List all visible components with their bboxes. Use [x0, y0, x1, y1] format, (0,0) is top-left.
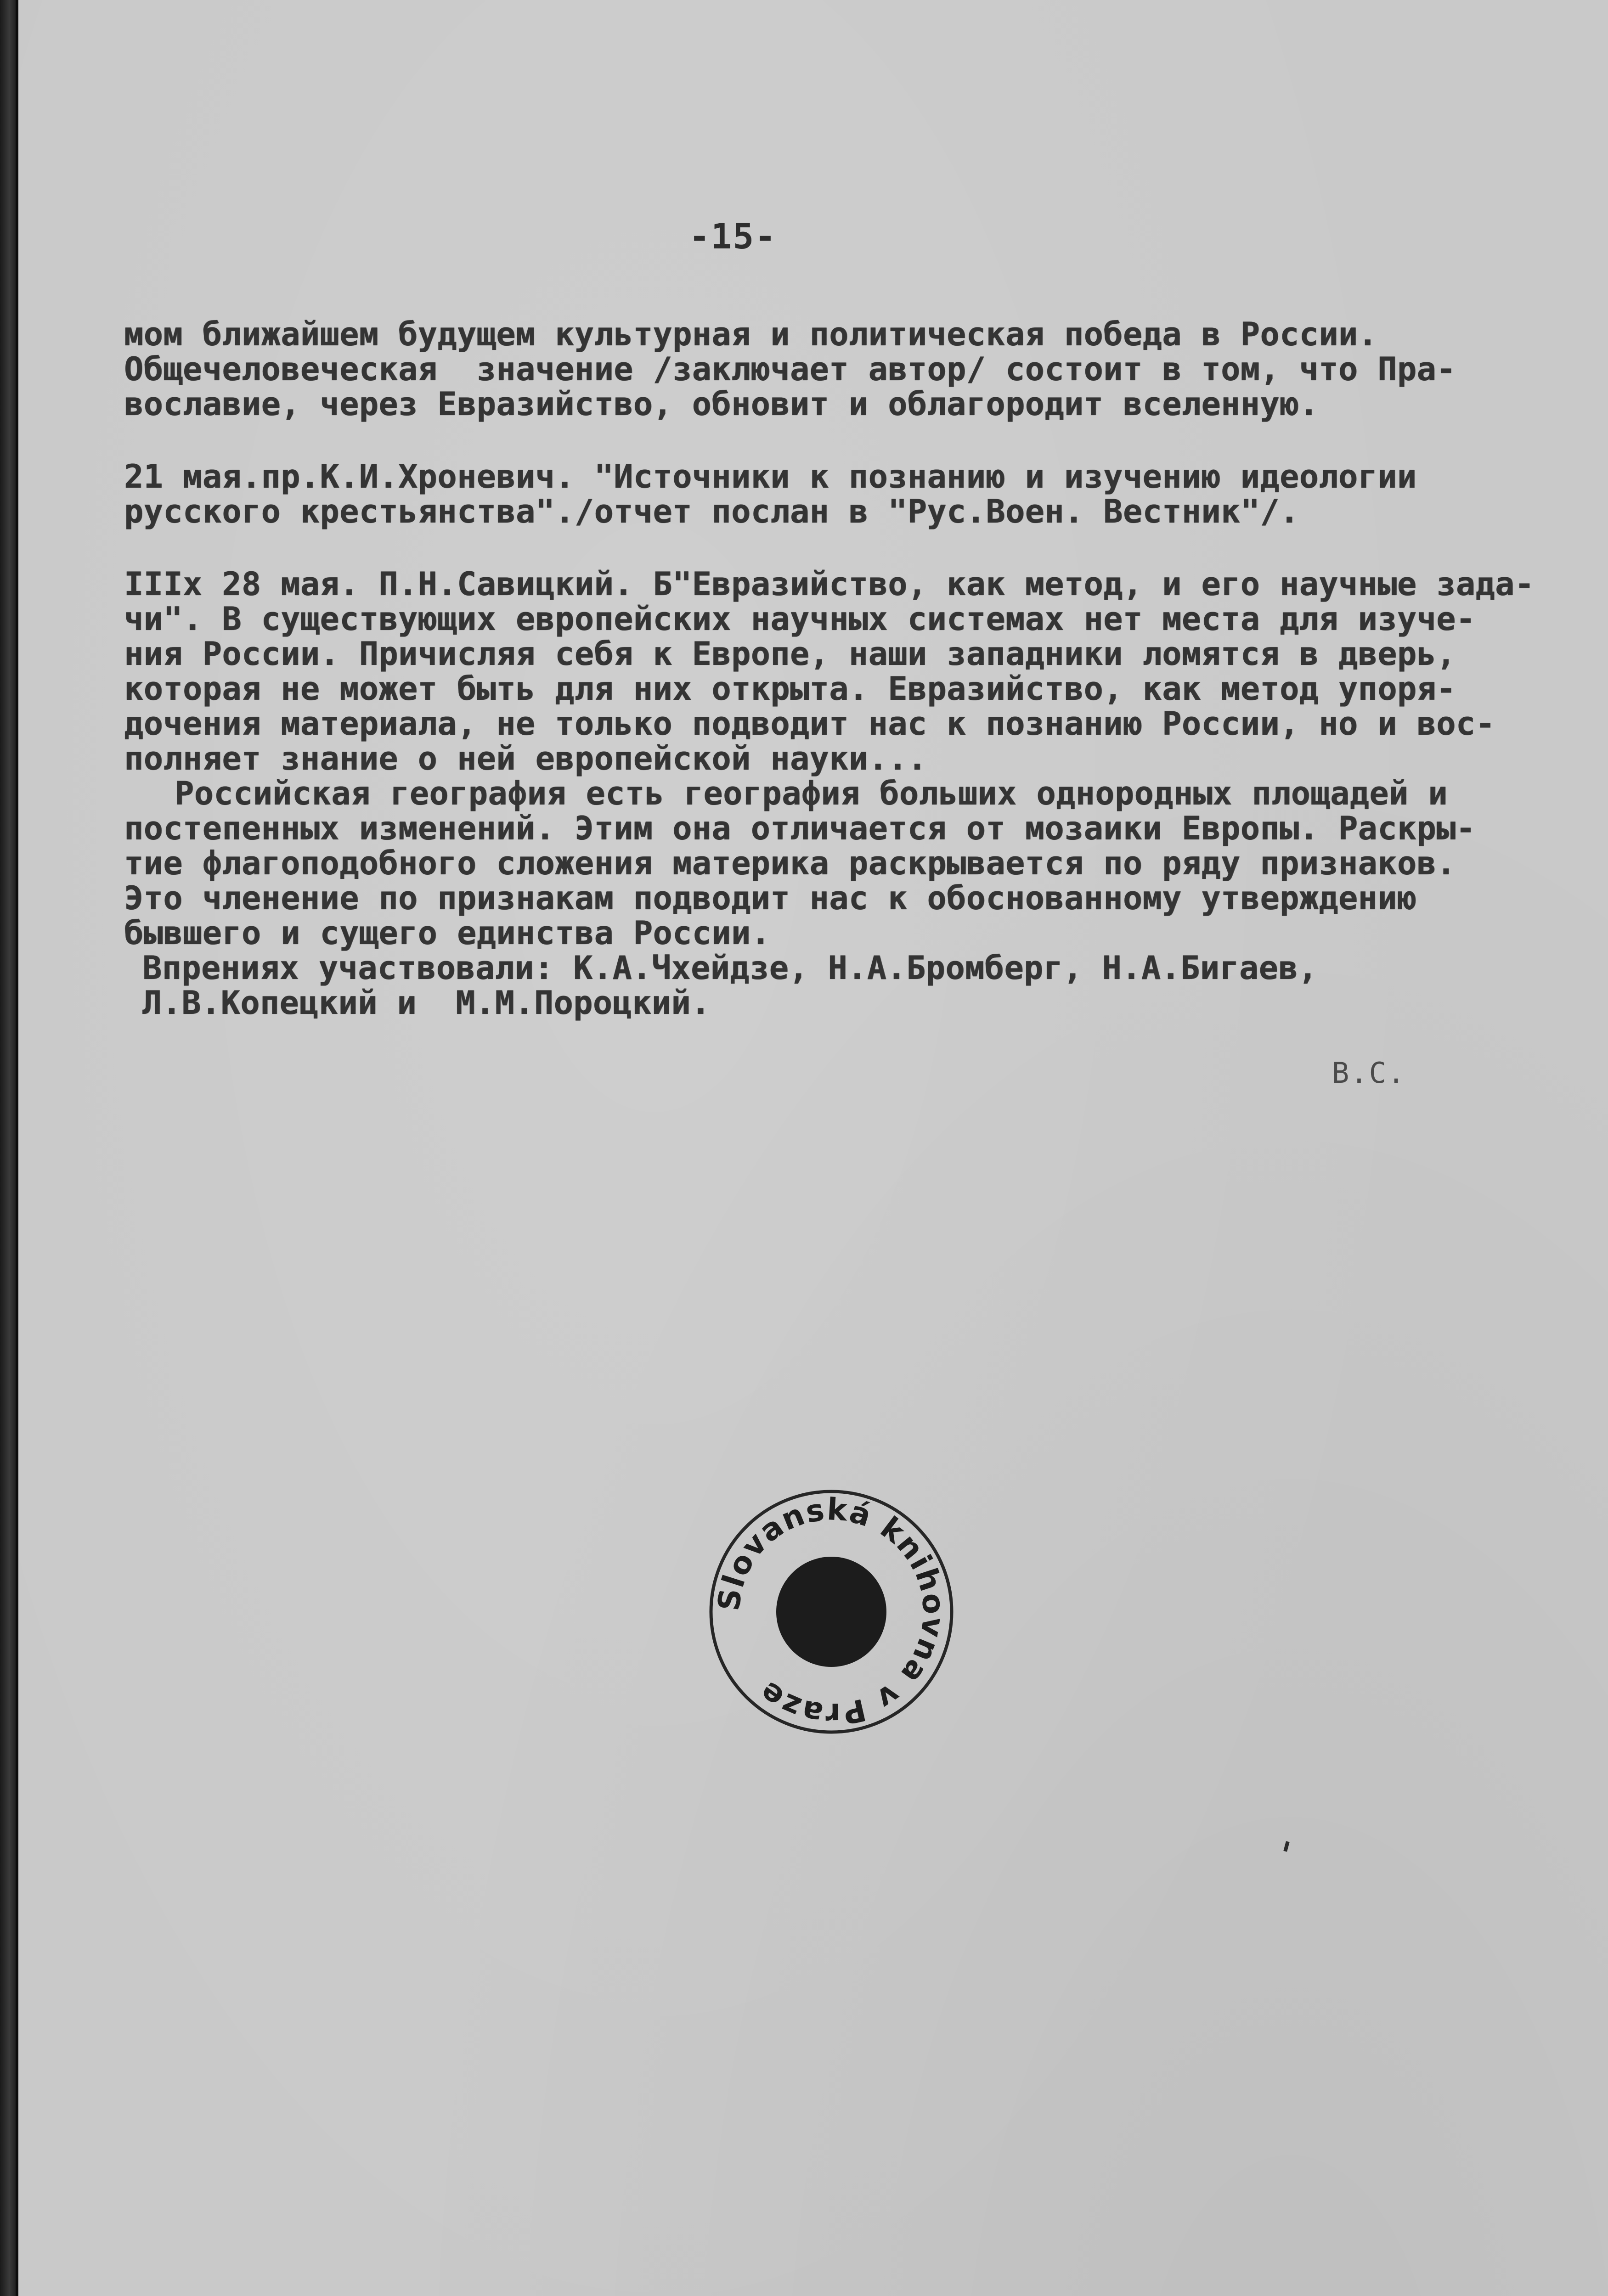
document-page — [18, 0, 1608, 2296]
text-line: ния России. Причисляя себя к Европе, наши западники ломятся в дверь, — [124, 635, 1456, 673]
text-line: IIIх 28 мая. П.Н.Савицкий. Б"Евразийство, как метод, и его научные зада- — [124, 565, 1535, 603]
text-line: Впрениях участвовали: К.А.Чхейдзе, Н.А.Бромберг, Н.А.Бигаев, — [142, 949, 1318, 987]
ink-speck — [1283, 1841, 1289, 1851]
binding-edge — [0, 0, 16, 2296]
text-line: чи". В существующих европейских научных системах нет места для изуче- — [124, 600, 1476, 638]
text-line: Это членение по признакам подводит нас к обоснованному утверждению — [124, 879, 1417, 917]
signature-initials: В.С. — [1332, 1056, 1406, 1090]
text-line: вославие, через Евразийство, обновит и облагородит вселенную. — [124, 385, 1319, 423]
paragraph-gap — [124, 422, 1525, 459]
text-line: тие флагоподобного сложения материка раскрывается по ряду признаков. — [124, 844, 1456, 882]
text-line: дочения материала, не только подводит нас к познанию России, но и вос- — [124, 705, 1495, 743]
library-stamp — [703, 1483, 960, 1740]
stamp-text-path: Slovanská knihovna v Praze — [711, 1491, 952, 1732]
text-line: постепенных изменений. Этим она отличается от мозаики Европы. Раскры- — [124, 810, 1476, 847]
text-line: русского крестьянства"./отчет послан в "Рус.Воен. Вестник"/. — [124, 493, 1299, 530]
text-line: полняет знание о ней европейской науки... — [124, 740, 927, 777]
text-line: мом ближайшем будущем культурная и политическая победа в России. — [124, 315, 1378, 353]
text-line: бывшего и сущего единства России. — [124, 914, 771, 952]
stamp-inner-disc — [776, 1557, 886, 1667]
text-line: Российская география есть география больших однородных площадей и — [175, 775, 1448, 812]
typed-text-body — [124, 315, 1535, 1022]
text-line: Л.В.Копецкий и М.М.Пороцкий. — [142, 984, 711, 1022]
text-line: Общечеловеческая значение /заключает автор/ состоит в том, что Пра- — [124, 350, 1456, 388]
text-line: 21 мая.пр.К.И.Хроневич. "Источники к познанию и изучению идеологии — [124, 458, 1417, 495]
paragraph-gap — [124, 529, 1525, 567]
page-number: -15- — [689, 216, 777, 257]
text-line: которая не может быть для них открыта. Евразийство, как метод упоря- — [124, 670, 1456, 708]
